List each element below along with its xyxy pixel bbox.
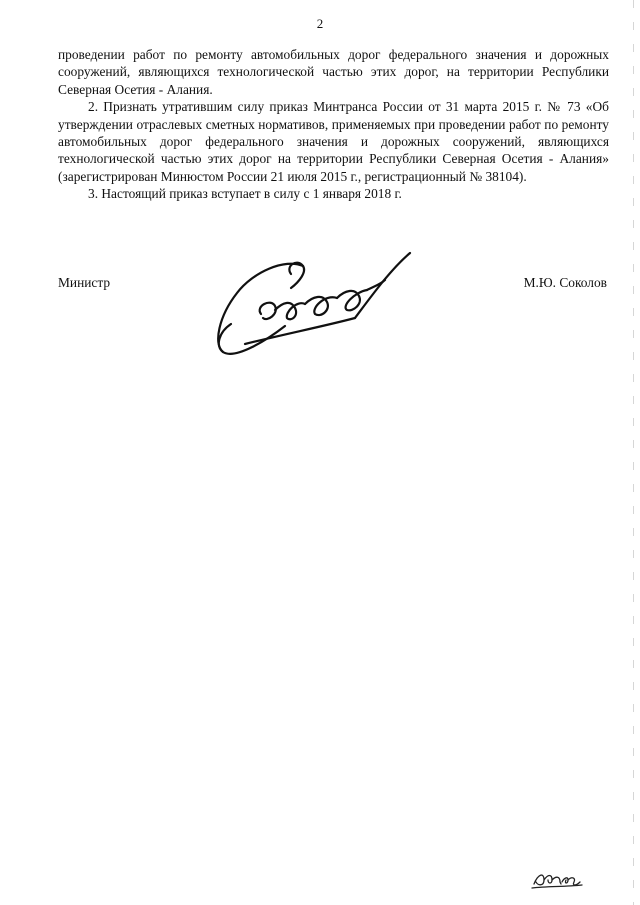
handwritten-initials [530,866,585,892]
signatory-title: Министр [58,275,111,290]
paragraph-continuation: проведении работ по ремонту автомобильных дорог федерального значения и дорожных сооружений, являющихся технологической частью этих дорог, на территории Республики Северная Осетия - Алания. [58,47,609,97]
document-body [58,46,609,203]
page-number: 2 [316,16,324,31]
paragraph-item-3: 3. Настоящий приказ вступает в силу с 1 января 2018 г. [88,186,402,202]
signatory-name: М.Ю. Соколов [523,275,607,290]
paragraph-item-2: 2. Признать утратившим силу приказ Минтранса России от 31 марта 2015 г. № 73 «Об утверждении отраслевых сметных нормативов, применяемых при проведении работ по ремонту автомобильных дорог федерального значения и дорожных сооружений, являющихся технологической частью этих дорог на территории Республики Северная Осетия - Алания» (зарегистрирован Минюстом России 21 июля 2015 г., регистрационный № 38104). [58,99,609,184]
handwritten-signature [205,248,420,363]
scan-edge-artifact [633,0,634,905]
